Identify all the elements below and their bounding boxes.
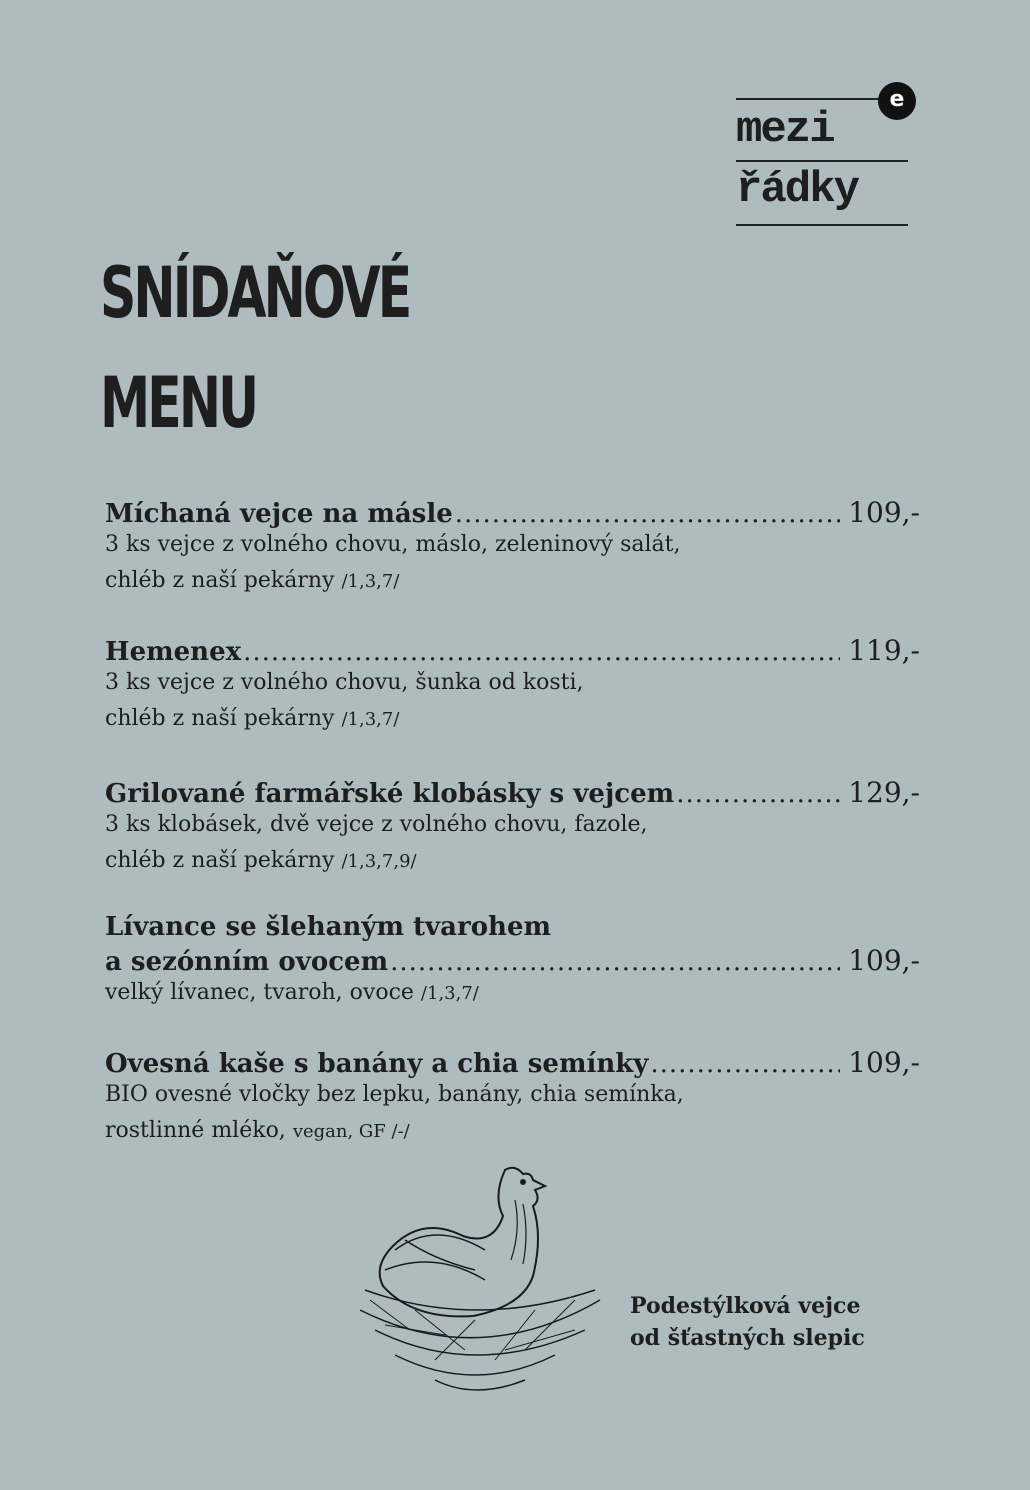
item-desc: chléb z naší pekárny [105, 706, 335, 731]
tagline-line-2: od šťastných slepic [630, 1325, 865, 1351]
item-allergens: /1,3,7/ [341, 571, 400, 592]
logo-rule [736, 224, 908, 226]
menu-item [105, 1046, 920, 1154]
item-price: 119,- [848, 634, 920, 667]
item-name: Míchaná vejce na másle [105, 499, 453, 529]
tagline [630, 1290, 865, 1354]
item-desc: rostlinné mléko, [105, 1118, 286, 1143]
item-desc: 3 ks vejce z volného chovu, máslo, zeleninový salát, [105, 532, 681, 557]
logo-rule [736, 98, 886, 100]
item-price: 109,- [848, 496, 920, 529]
item-name: Grilované farmářské klobásky s vejcem [105, 779, 675, 809]
menu-item [105, 496, 920, 604]
item-desc: velký lívanec, tvaroh, ovoce [105, 980, 414, 1005]
item-desc: chléb z naší pekárny [105, 568, 335, 593]
item-allergens: /1,3,7/ [420, 983, 479, 1004]
logo-rule [736, 160, 908, 162]
menu-item [105, 776, 920, 884]
logo-word-1: mezi [736, 105, 834, 155]
item-name: Hemenex [105, 637, 242, 667]
page-title-line-2: MENU [100, 362, 257, 444]
item-allergens: /1,3,7,9/ [341, 851, 417, 872]
item-price: 129,- [848, 776, 920, 809]
hen-on-nest-illustration [355, 1160, 605, 1405]
item-name: Lívance se šlehaným tvarohem [105, 912, 552, 942]
item-allergens: vegan, GF /-/ [292, 1121, 410, 1142]
menu-item [105, 634, 920, 742]
page-title-line-1: SNÍDAŇOVÉ [100, 252, 410, 334]
tagline-line-1: Podestýlková vejce [630, 1293, 861, 1319]
item-name: Ovesná kaše s banány a chia semínky [105, 1049, 649, 1079]
logo-word-2: řádky [736, 165, 859, 215]
item-price: 109,- [848, 1046, 920, 1079]
item-desc: chléb z naší pekárny [105, 848, 335, 873]
item-name: a sezónním ovocem [105, 947, 389, 977]
logo-ink-blot: e [878, 82, 916, 120]
item-price: 109,- [848, 944, 920, 977]
item-desc: 3 ks klobásek, dvě vejce z volného chovu, fazole, [105, 812, 648, 837]
logo [736, 70, 936, 230]
item-desc: 3 ks vejce z volného chovu, šunka od kosti, [105, 670, 584, 695]
item-desc: BIO ovesné vločky bez lepku, banány, chia semínka, [105, 1082, 684, 1107]
item-allergens: /1,3,7/ [341, 709, 400, 730]
menu-item [105, 912, 920, 1016]
